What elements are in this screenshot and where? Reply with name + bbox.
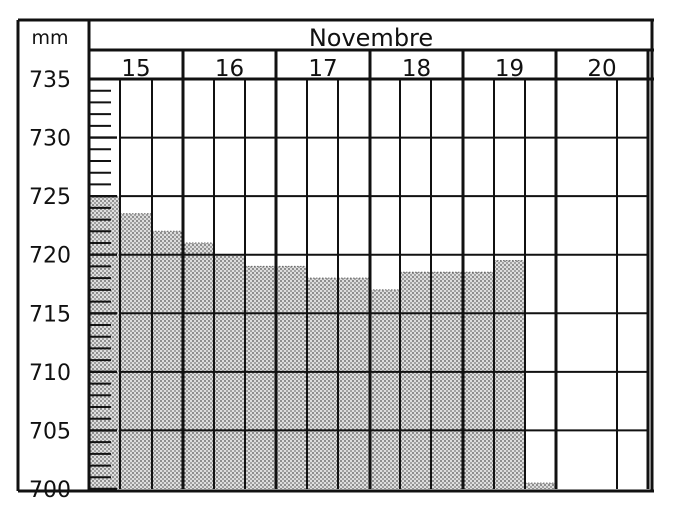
unit-label: mm [31, 27, 69, 49]
bar-5 [245, 266, 276, 489]
bar-9 [370, 290, 400, 489]
bar-8 [338, 278, 370, 489]
day-label-17: 17 [308, 56, 338, 82]
day-label-15: 15 [121, 56, 151, 82]
y-tick-label-730: 730 [29, 126, 71, 152]
day-label-20: 20 [587, 56, 617, 82]
bar-13 [494, 261, 525, 489]
y-tick-label-720: 720 [29, 243, 71, 269]
y-tick-label-710: 710 [29, 360, 71, 386]
bar-3 [183, 243, 214, 489]
day-label-18: 18 [401, 56, 432, 82]
y-tick-label-735: 735 [29, 68, 71, 93]
bar-12 [463, 272, 494, 489]
bar-10 [400, 272, 431, 489]
y-tick-label-705: 705 [29, 419, 71, 445]
bar-0 [89, 196, 120, 489]
bars-layer [89, 196, 556, 489]
day-label-16: 16 [214, 56, 245, 82]
y-tick-label-700: 700 [29, 478, 71, 503]
bar-7 [307, 278, 338, 489]
bar-14 [525, 483, 556, 489]
bar-6 [276, 266, 307, 489]
bar-11 [431, 272, 463, 489]
day-label-19: 19 [494, 56, 525, 82]
y-tick-label-715: 715 [29, 302, 71, 328]
y-tick-label-725: 725 [29, 185, 71, 211]
month-label: Novembre [308, 24, 434, 52]
bar-2 [152, 231, 183, 489]
